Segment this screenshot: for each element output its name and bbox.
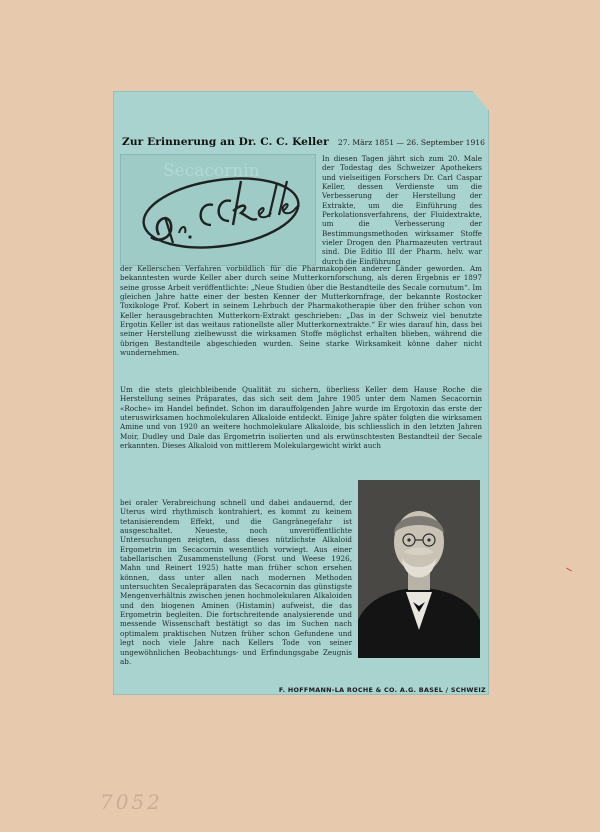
article-paragraph-3: bei oraler Verabreichung schnell und dabei andauernd, der Uterus wird rhythmisch kontrahiert, es kommt zu keinem tetanisierendem Effekt, und die Gangränegefahr ist ausgeschaltet. Neueste, noch unveröffentlichte Untersuchungen zeigten, dass dieses nützlichste Alkaloid Ergometrin im Secacornin wesentlich vorwiegt. Aus einer tabellarischen Zusammenstellung (Forst und Weese 1926, Mahn und Reinert 1925) hatte man früher schon ersehen können, dass unter allen nach modernen Methoden untersuchten Secalepräparaten das Secacornin das günstigste Mengenverhältnis zwischen jenen hochmolekularen Alkaloiden und den biogenen Aminen (Histamin) aufweist, die das Ergometrin begleiten. Die fortschreitende analysierende und messende Wissenschaft bestätigt so das im Suchen nach optimalem praktischen Nutzen früher schon Gefundene und legt noch viele Jahre nach Kellers Tode von seiner ungewöhnlichen Beobachtungs- und Erfindungsgabe Zeugnis ab. xyxy=(120,498,352,666)
headline xyxy=(122,130,484,149)
signature-panel xyxy=(120,154,316,266)
article-paragraph-1: der Kellerschen Verfahren vorbildlich für die Pharmakopöen anderer Länder geworden. Am bekanntesten wurde Keller aber durch seine Mutterkornforschung, als deren Ergebnis er 1897 seine grosse Arbeit veröffentlichte: „Neue Studien über die Bestandteile des Secale cornutum“. Im gleichen Jahre hatte einer der besten Kenner der Mutterkornfrage, der bekannte Rostocker Toxikologe Prof. Kobert in seinem Lehrbuch der Pharmakotherapie über den früher schon von Keller herausgebrachten Mutterkorn-Extrakt geschrieben: „Das in der Schweiz viel benutzte Ergotin Keller ist das weitaus rationellste aller Mutterkornextrakte.“ Er wies darauf hin, dass bei seiner Herstellung zielbewusst die wirksamen Stoffe möglichst erhalten blieben, während die übrigen Bestandteile abgeschieden wurden. Seine starke Wirksamkeit könne daher nicht wundernehmen. xyxy=(120,264,482,358)
torn-corner xyxy=(472,90,490,112)
secacornin-watermark: Secacornin xyxy=(163,161,260,181)
publisher-imprint: F. HOFFMANN-LA ROCHE & CO. A.G. BASEL / SCHWEIZ xyxy=(278,686,486,694)
headline-title: Zur Erinnerung an Dr. C. C. Keller xyxy=(122,136,329,148)
red-pencil-mark xyxy=(566,568,572,572)
article-intro: In diesen Tagen jährt sich zum 20. Male der Todestag des Schweizer Apothekers und vielseitigen Forschers Dr. Carl Caspar Keller, dessen Verdienste um die Verbesserung der Herstellung der Extrakte, um die Einführung des Perkolationsverfahrens, der Fluidextrakte, um die Verbesserung der Bestimmungsmethoden wirksamer Stoffe vieler Drogen den Pharmazeuten vertraut sind. Die Editio III der Pharm. helv. war durch die Einführung xyxy=(322,154,482,266)
document-sheet xyxy=(114,92,488,694)
portrait-photo xyxy=(358,480,480,658)
keller-signature xyxy=(121,155,315,265)
headline-dates: 27. März 1851 — 26. September 1916 xyxy=(337,138,485,147)
article-paragraph-2: Um die stets gleichbleibende Qualität zu sichern, überliess Keller dem Hause Roche die Herstellung seines Präparates, das sich seit dem Jahre 1905 unter dem Namen Secacornin «Roche» im Handel befindet. Schon im darauffolgenden Jahre wurde im Ergotoxin das erste der uteruswirksamen hochmolekularen Alkaloide entdeckt. Einige Jahre später folgten die wirksamen Amine und von 1920 an weitere hochmolekulare Alkaloide, bis schliesslich in den letzten Jahren Moir, Dudley und Dale das Ergometrin isolierten und als erwünschtesten Bestandteil der Secale erkannten. Dieses Alkaloid von mittlerem Molekulargewicht wirkt auch xyxy=(120,385,482,451)
archive-pencil-note: 7052 xyxy=(100,790,163,814)
